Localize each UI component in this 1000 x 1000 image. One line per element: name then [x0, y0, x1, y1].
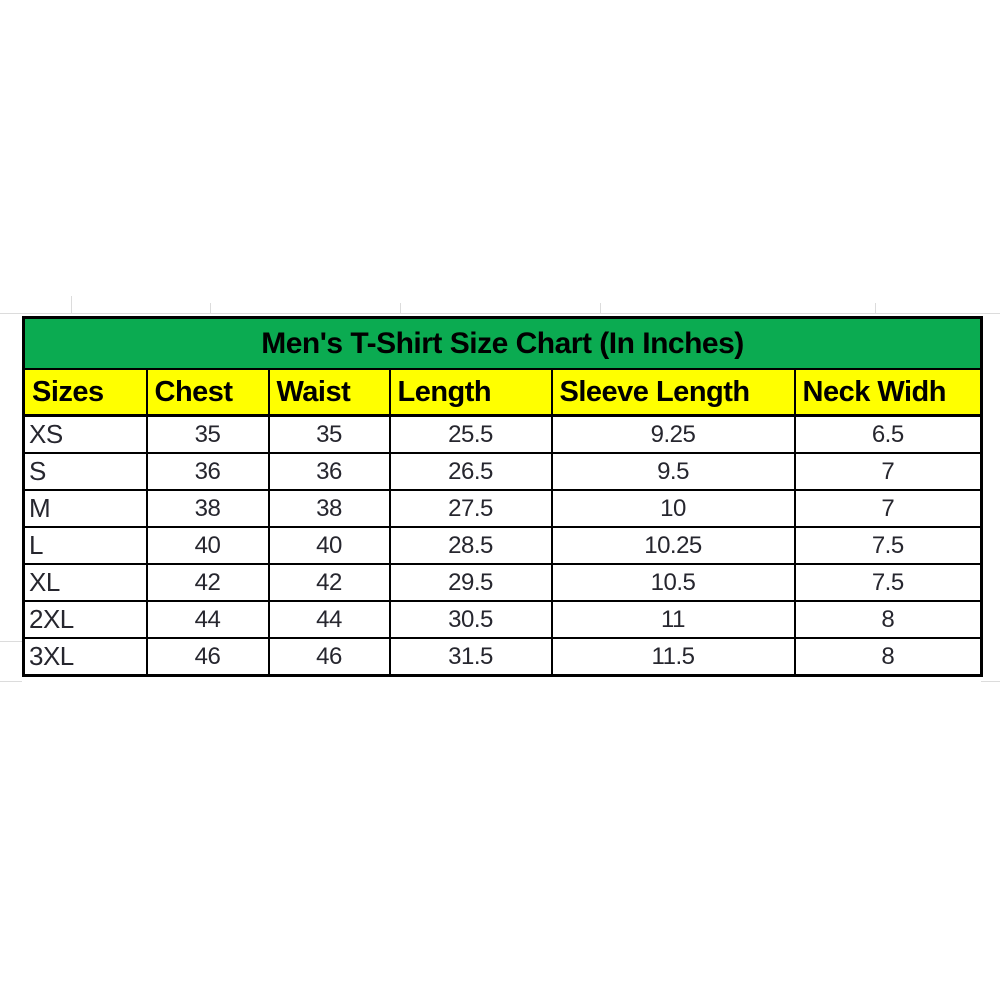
value-cell: 27.5	[390, 490, 552, 527]
table-row	[24, 564, 982, 601]
table-row	[24, 416, 982, 454]
value-cell: 7.5	[795, 527, 982, 564]
gridline	[210, 303, 211, 314]
value-cell: 42	[269, 564, 390, 601]
column-header-neck-width: Neck Widh	[795, 369, 982, 416]
gridline	[981, 681, 1000, 682]
value-cell: 35	[269, 416, 390, 454]
value-cell: 44	[147, 601, 269, 638]
value-cell: 9.5	[552, 453, 795, 490]
value-cell: 7.5	[795, 564, 982, 601]
title-row	[24, 318, 982, 370]
header-row	[24, 369, 982, 416]
size-label-cell: M	[24, 490, 147, 527]
value-cell: 9.25	[552, 416, 795, 454]
value-cell: 46	[147, 638, 269, 676]
value-cell: 38	[269, 490, 390, 527]
value-cell: 44	[269, 601, 390, 638]
value-cell: 40	[147, 527, 269, 564]
column-header-waist: Waist	[269, 369, 390, 416]
value-cell: 36	[147, 453, 269, 490]
value-cell: 31.5	[390, 638, 552, 676]
value-cell: 40	[269, 527, 390, 564]
gridline	[71, 296, 72, 314]
size-label-cell: XS	[24, 416, 147, 454]
value-cell: 7	[795, 490, 982, 527]
size-label-cell: L	[24, 527, 147, 564]
size-label-cell: S	[24, 453, 147, 490]
value-cell: 28.5	[390, 527, 552, 564]
gridline	[400, 303, 401, 314]
value-cell: 6.5	[795, 416, 982, 454]
size-label-cell: XL	[24, 564, 147, 601]
table-title: Men's T-Shirt Size Chart (In Inches)	[24, 318, 982, 370]
size-chart-table	[22, 316, 983, 677]
value-cell: 10	[552, 490, 795, 527]
table-row	[24, 638, 982, 676]
size-label-cell: 3XL	[24, 638, 147, 676]
value-cell: 11	[552, 601, 795, 638]
table-body	[24, 416, 982, 676]
value-cell: 42	[147, 564, 269, 601]
value-cell: 10.5	[552, 564, 795, 601]
value-cell: 29.5	[390, 564, 552, 601]
gridline	[0, 641, 22, 642]
value-cell: 25.5	[390, 416, 552, 454]
value-cell: 35	[147, 416, 269, 454]
table-row	[24, 527, 982, 564]
table-row	[24, 601, 982, 638]
value-cell: 26.5	[390, 453, 552, 490]
column-header-length: Length	[390, 369, 552, 416]
column-header-sizes: Sizes	[24, 369, 147, 416]
table-row	[24, 490, 982, 527]
size-label-cell: 2XL	[24, 601, 147, 638]
gridline	[875, 303, 876, 314]
column-header-sleeve-length: Sleeve Length	[552, 369, 795, 416]
value-cell: 36	[269, 453, 390, 490]
value-cell: 8	[795, 601, 982, 638]
gridline	[0, 313, 1000, 314]
value-cell: 30.5	[390, 601, 552, 638]
value-cell: 11.5	[552, 638, 795, 676]
value-cell: 46	[269, 638, 390, 676]
value-cell: 38	[147, 490, 269, 527]
column-header-chest: Chest	[147, 369, 269, 416]
value-cell: 7	[795, 453, 982, 490]
value-cell: 8	[795, 638, 982, 676]
gridline	[600, 303, 601, 314]
gridline	[0, 681, 22, 682]
value-cell: 10.25	[552, 527, 795, 564]
table-row	[24, 453, 982, 490]
